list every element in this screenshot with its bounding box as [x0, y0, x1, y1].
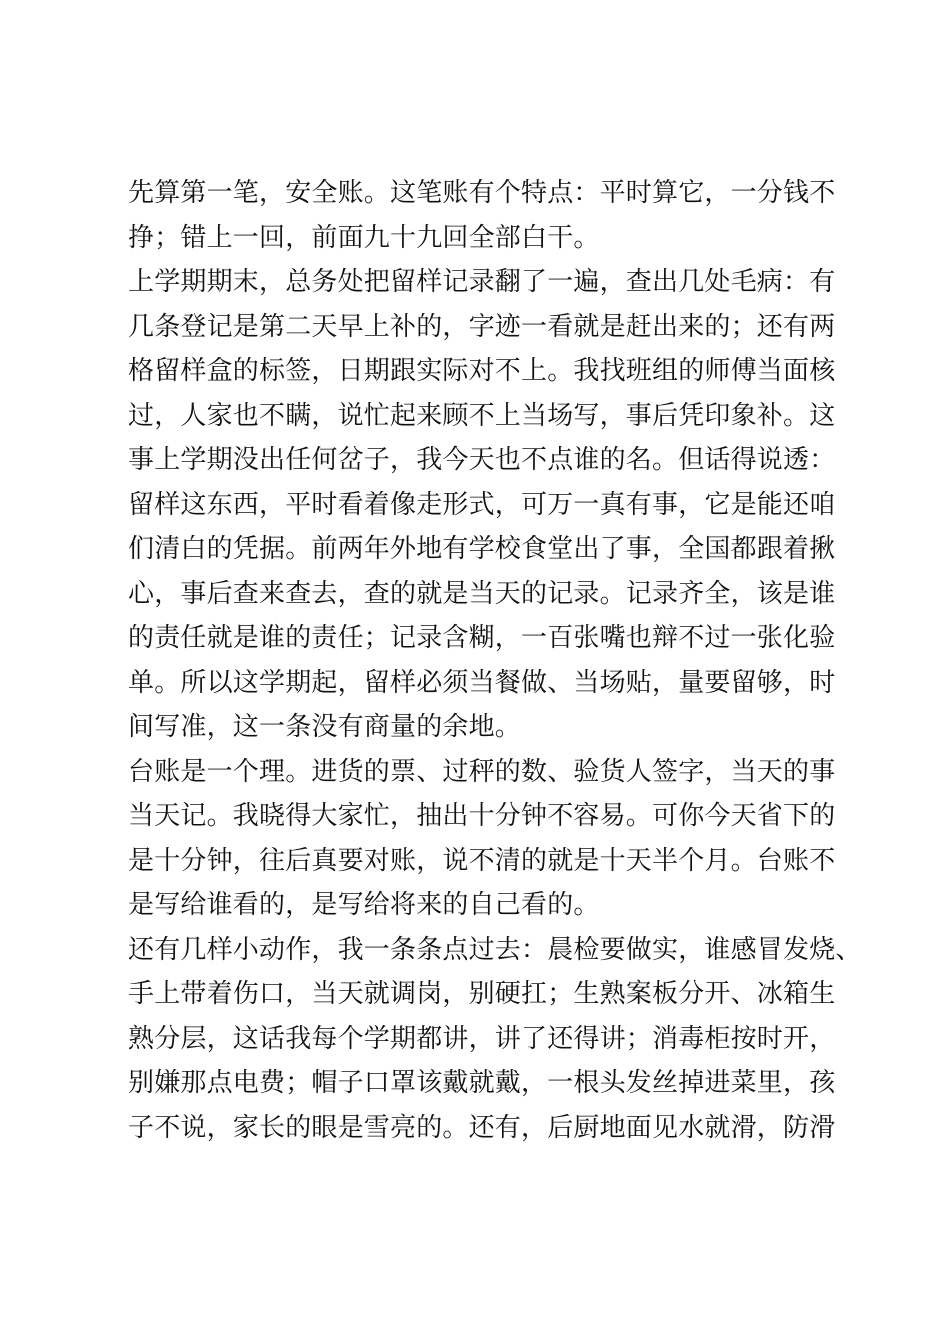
- text-line: 熟分层，这话我每个学期都讲，讲了还得讲；消毒柜按时开，: [128, 1023, 836, 1054]
- paragraph-small-actions: [128, 928, 862, 1151]
- paragraph-safety-account: [128, 171, 848, 260]
- document-body: [128, 171, 862, 1150]
- text-line: 别嫌那点电费；帽子口罩该戴就戴，一根头发丝掉进菜里，孩: [128, 1068, 836, 1098]
- text-line: 先算第一笔，安全账。这笔账有个特点：平时算它，一分钱不: [128, 178, 836, 208]
- text-line: 格留样盒的标签，日期跟实际对不上。我找班组的师傅当面核: [128, 356, 836, 386]
- text-line: 是写给谁看的，是写给将来的自己看的。: [128, 890, 600, 920]
- text-line: 们清白的凭据。前两年外地有学校食堂出了事，全国都跟着揪: [128, 534, 836, 564]
- text-line: 当天记。我晓得大家忙，抽出十分钟不容易。可你今天省下的: [128, 801, 836, 831]
- text-line: 事上学期没出任何岔子，我今天也不点谁的名。但话得说透：: [128, 445, 836, 475]
- text-line: 是十分钟，往后真要对账，说不清的就是十天半个月。台账不: [128, 845, 836, 876]
- text-line: 挣；错上一回，前面九十九回全部白干。: [128, 222, 600, 253]
- text-line: 几条登记是第二天早上补的，字迹一看就是赶出来的；还有两: [128, 311, 836, 342]
- text-line: 心，事后查来查去，查的就是当天的记录。记录齐全，该是谁: [128, 578, 836, 609]
- text-line: 台账是一个理。进货的票、过秤的数、验货人签字，当天的事: [128, 756, 836, 787]
- text-line: 子不说，家长的眼是雪亮的。还有，后厨地面见水就滑，防滑: [128, 1112, 836, 1143]
- paragraph-sample-records: [128, 260, 848, 750]
- text-line: 过，人家也不瞒，说忙起来顾不上当场写，事后凭印象补。这: [128, 400, 836, 431]
- text-line: 手上带着伤口，当天就调岗，别硬扛；生熟案板分开、冰箱生: [128, 979, 836, 1009]
- text-line: 留样这东西，平时看着像走形式，可万一真有事，它是能还咱: [128, 489, 836, 520]
- text-line: 的责任就是谁的责任；记录含糊，一百张嘴也辩不过一张化验: [128, 623, 836, 653]
- text-line: 单。所以这学期起，留样必须当餐做、当场贴，量要留够，时: [128, 667, 836, 698]
- text-line: 上学期期末，总务处把留样记录翻了一遍，查出几处毛病：有: [128, 267, 836, 297]
- text-line: 还有几样小动作，我一条条点过去：晨检要做实，谁感冒发烧、: [128, 934, 862, 965]
- text-line: 间写准，这一条没有商量的余地。: [128, 712, 522, 742]
- paragraph-ledger: [128, 750, 848, 928]
